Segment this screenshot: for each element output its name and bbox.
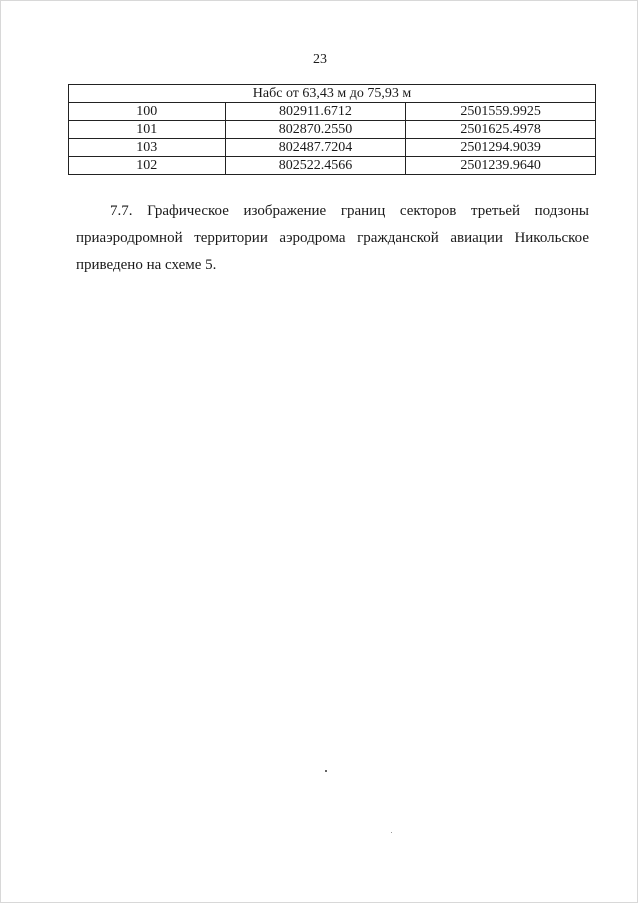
scan-speck [391, 832, 392, 833]
table-header-cell: Набс от 63,43 м до 75,93 м [69, 85, 596, 103]
table-header-row [69, 85, 596, 103]
paragraph-line: 7.7. Графическое изображение границ секторов третьей подзоны [110, 203, 589, 219]
scan-speck [325, 770, 327, 772]
section-7-7-paragraph [76, 198, 589, 279]
table-row [69, 157, 596, 175]
y-coordinate-cell: 2501625.4978 [406, 121, 596, 139]
point-number-cell: 101 [69, 121, 226, 139]
point-number-cell: 100 [69, 103, 226, 121]
y-coordinate-cell: 2501239.9640 [406, 157, 596, 175]
point-number-cell: 102 [69, 157, 226, 175]
paragraph-line: приведено на схеме 5. [76, 257, 217, 273]
y-coordinate-cell: 2501294.9039 [406, 139, 596, 157]
x-coordinate-cell: 802487.7204 [225, 139, 406, 157]
coordinates-table [68, 84, 596, 175]
table-row [69, 103, 596, 121]
page-number: 23 [313, 52, 327, 67]
table-row [69, 139, 596, 157]
point-number-cell: 103 [69, 139, 226, 157]
y-coordinate-cell: 2501559.9925 [406, 103, 596, 121]
x-coordinate-cell: 802911.6712 [225, 103, 406, 121]
x-coordinate-cell: 802870.2550 [225, 121, 406, 139]
table-row [69, 121, 596, 139]
paragraph-line: приаэродромной территории аэродрома гражданской авиации Никольское [76, 230, 589, 246]
x-coordinate-cell: 802522.4566 [225, 157, 406, 175]
